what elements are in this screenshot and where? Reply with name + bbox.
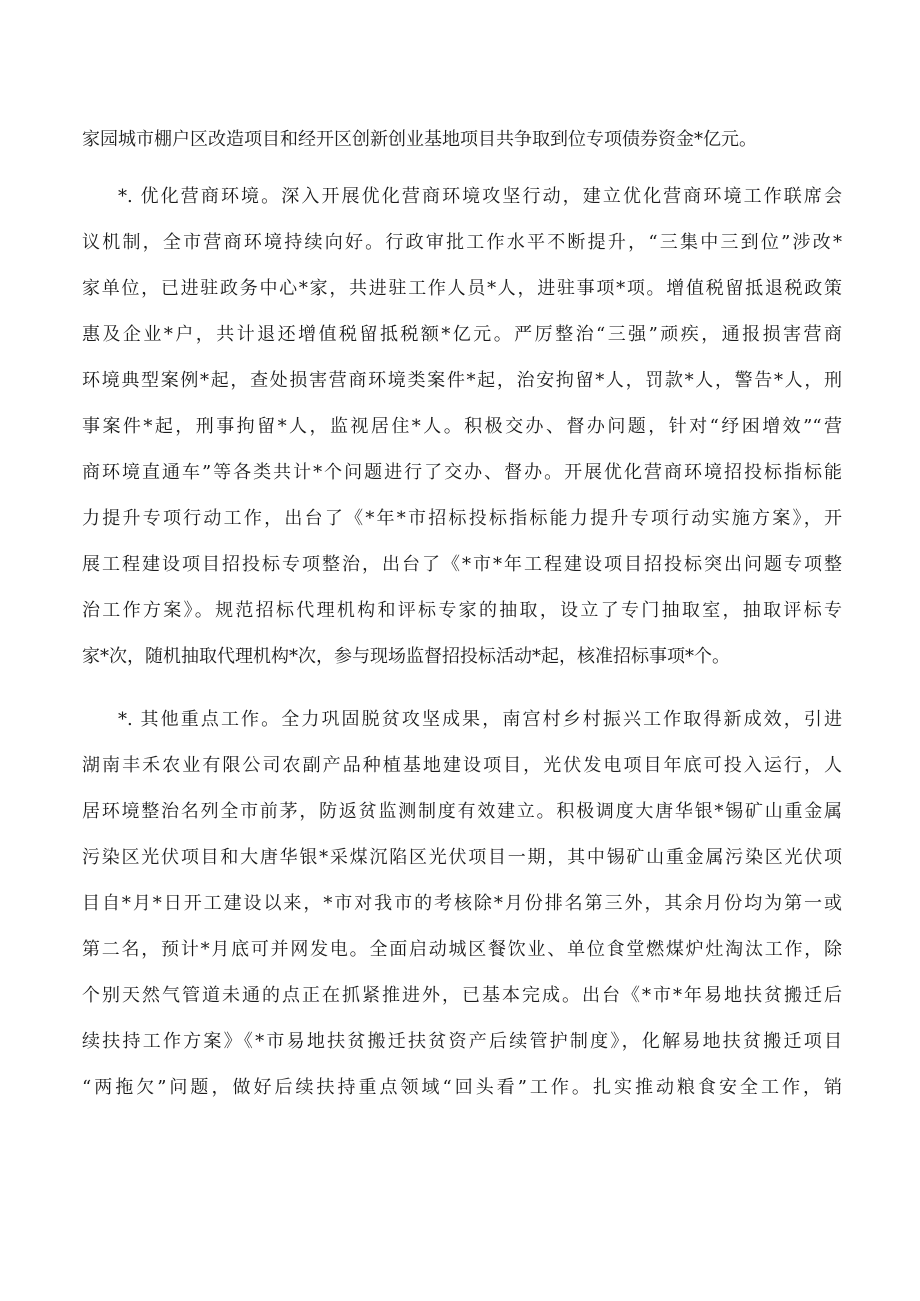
text-line: 商环境直通车”等各类共计*个问题进行了交办、督办。开展优化营商环境招投标指标能 xyxy=(82,462,842,483)
text-line: 居环境整治名列全市前茅，防返贫监测制度有效建立。积极调度大唐华银*锡矿山重金属 xyxy=(82,801,842,822)
text-line: 个别天然气管道未通的点正在抓紧推进外，已基本完成。出台《*市*年易地扶贫搬迁后 xyxy=(82,985,842,1006)
text-line: 续扶持工作方案》《*市易地扶贫搬迁扶贫资产后续管护制度》，化解易地扶贫搬迁项目 xyxy=(82,1031,842,1052)
text-line: 环境典型案例*起，查处损害营商环境类案件*起，治安拘留*人，罚款*人，警告*人，刑 xyxy=(82,370,842,391)
text-line: 议机制，全市营商环境持续向好。行政审批工作水平不断提升，“三集中三到位”涉改* xyxy=(82,232,842,253)
text-line: 惠及企业*户，共计退还增值税留抵税额*亿元。严厉整治“三强”顽疾，通报损害营商 xyxy=(82,324,842,345)
section-heading-line: *. 其他重点工作。全力巩固脱贫攻坚成果，南宫村乡村振兴工作取得新成效，引进 xyxy=(118,709,842,730)
text-line: 第二名，预计*月底可并网发电。全面启动城区餐饮业、单位食堂燃煤炉灶淘汰工作，除 xyxy=(82,939,842,960)
text-line: 湖南丰禾农业有限公司农副产品种植基地建设项目，光伏发电项目年底可投入运行，人 xyxy=(82,755,842,776)
text-line: 家单位，已进驻政务中心*家，共进驻工作人员*人，进驻事项*项。增值税留抵退税政策 xyxy=(82,278,842,299)
text-line: 力提升专项行动工作，出台了《*年*市招标投标指标能力提升专项行动实施方案》，开 xyxy=(82,508,842,529)
section-heading-line: *. 优化营商环境。深入开展优化营商环境攻坚行动，建立优化营商环境工作联席会 xyxy=(118,186,842,207)
text-line: “两拖欠”问题，做好后续扶持重点领域“回头看”工作。扎实推动粮食安全工作，销 xyxy=(82,1077,842,1098)
text-line: 目自*月*日开工建设以来，*市对我市的考核除*月份排名第三外，其余月份均为第一或 xyxy=(82,893,842,914)
text-line: 展工程建设项目招投标专项整治，出台了《*市*年工程建设项目招投标突出问题专项整 xyxy=(82,554,842,575)
text-line: 家*次，随机抽取代理机构*次，参与现场监督招投标活动*起，核准招标事项*个。 xyxy=(82,646,730,667)
text-line: 家园城市棚户区改造项目和经开区创新创业基地项目共争取到位专项债券资金*亿元。 xyxy=(82,129,757,150)
text-line: 事案件*起，刑事拘留*人，监视居住*人。积极交办、督办问题，针对“纾困增效”“营 xyxy=(82,416,842,437)
text-line: 污染区光伏项目和大唐华银*采煤沉陷区光伏项目一期，其中锡矿山重金属污染区光伏项 xyxy=(82,847,842,868)
text-line: 治工作方案》。规范招标代理机构和评标专家的抽取，设立了专门抽取室，抽取评标专 xyxy=(82,600,842,621)
